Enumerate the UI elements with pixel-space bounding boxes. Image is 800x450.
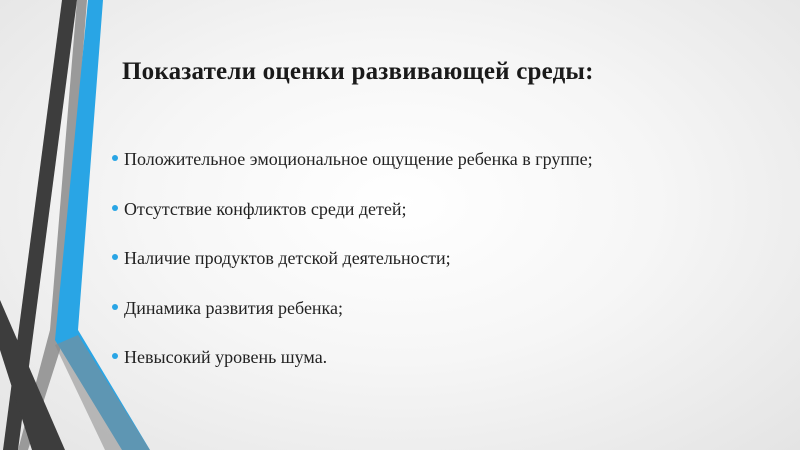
bullet-item bbox=[110, 245, 780, 295]
slide-title: Показатели оценки развивающей среды: bbox=[122, 58, 594, 85]
bullet-dot-icon bbox=[112, 304, 118, 310]
bullet-list bbox=[110, 146, 780, 394]
bullet-dot-icon bbox=[112, 353, 118, 359]
bullet-item bbox=[110, 344, 780, 394]
bullet-text: Невысокий уровень шума. bbox=[124, 347, 328, 367]
bullet-item bbox=[110, 146, 780, 196]
bullet-dot-icon bbox=[112, 205, 118, 211]
bullet-text: Отсутствие конфликтов среди детей; bbox=[124, 198, 407, 219]
bullet-text: Положительное эмоциональное ощущение ребенка в группе; bbox=[124, 149, 593, 169]
bullet-item bbox=[110, 196, 780, 246]
bullet-dot-icon bbox=[112, 155, 118, 161]
bullet-item bbox=[110, 295, 780, 345]
bullet-text: Динамика развития ребенка; bbox=[124, 297, 344, 318]
bullet-dot-icon bbox=[112, 254, 118, 260]
bullet-text: Наличие продуктов детской деятельности; bbox=[124, 248, 451, 268]
